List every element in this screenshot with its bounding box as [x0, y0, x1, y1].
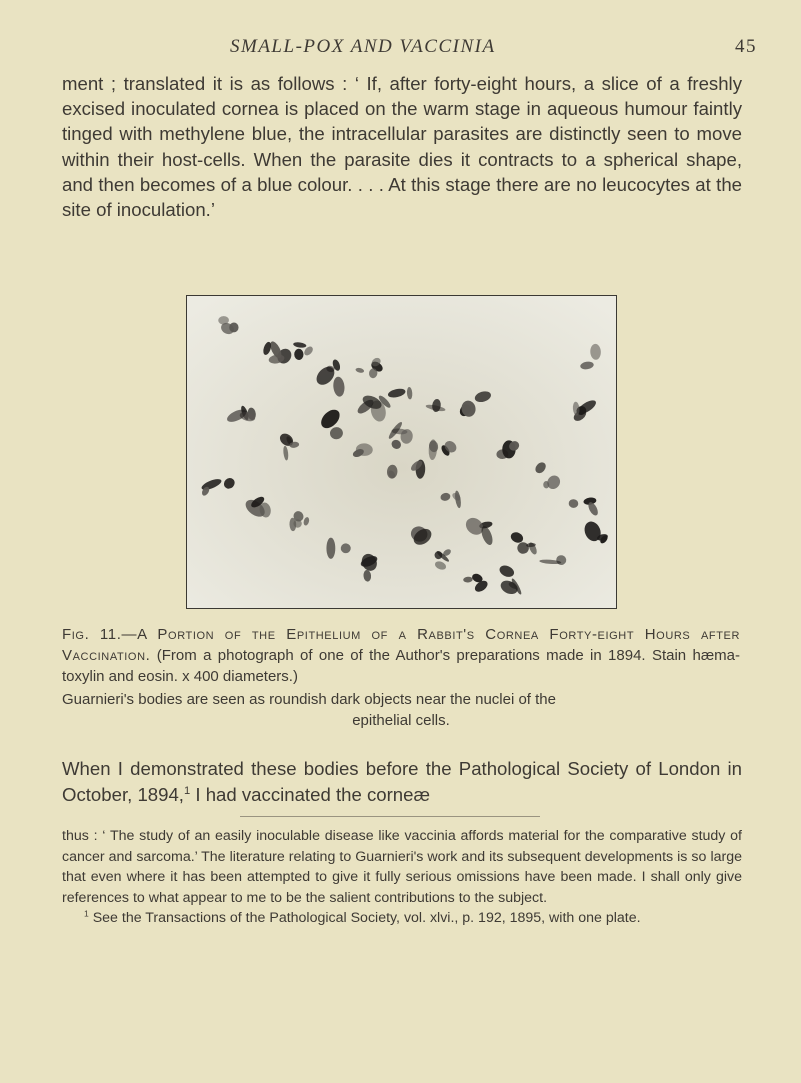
caption-note-line-1: Guarnieri's bodies are seen as roundish dark objects near the nuclei of the [62, 691, 556, 708]
continuation-block [62, 826, 742, 929]
footnote-text: See the Transactions of the Pathological Society, vol. xlvi., p. 192, 1895, with one plate. [92, 910, 641, 927]
micrograph-figure [186, 295, 617, 609]
caption-text: (From a photograph of one of the Author's preparations made in 1894. Stain hæma-toxylin and eosin. x 400 diameters.) [62, 647, 740, 685]
micrograph-image [187, 296, 616, 608]
body-paragraph [62, 756, 742, 808]
intro-paragraph [62, 71, 742, 222]
figure-caption [62, 624, 740, 731]
footnote [62, 908, 742, 929]
continuation-text: thus : ‘ The study of an easily inoculable disease like vaccinia affords material for the comparative study of cancer and sarcoma.’ The literature relating to Guarnieri's work and its subsequent developments is so large that even where it has been attempted to give it fully serious omissions have been made. I shall only give references to what appear to me to be the salient contributions to the subject. [62, 828, 742, 906]
footnote-marker: 1 [84, 908, 89, 919]
body-text-after: I had vaccinated the corneæ [190, 784, 431, 805]
caption-note [62, 689, 740, 731]
footnote-reference: 1 [183, 784, 191, 797]
caption-label: Fig. 11.—A Portion of the Epithelium of a Rabbit's Cornea Forty-eight Hours after Vaccination. [62, 626, 740, 664]
page-number: 45 [735, 36, 757, 57]
running-header [0, 36, 801, 60]
running-title: SMALL-POX AND VACCINIA [230, 36, 496, 57]
stained-cell [326, 538, 335, 559]
body-text: When I demonstrated these bodies before the Pathological Society of London in October, 1894, [62, 758, 742, 805]
intro-text: ment ; translated it is as follows : ‘ If, after forty-eight hours, a slice of a freshly excised inoculated cornea is placed on the warm stage in aqueous humour faintly tinged with methylene blue, the intracellular parasites are distinctly seen to move within their host-cells. When the parasite dies it contracts to a spherical shape, and then becomes of a blue colour. . . . At this stage there are no leucocytes at the site of inoculation.’ [62, 73, 742, 221]
divider-rule [240, 816, 540, 817]
caption-note-line-2: epithelial cells. [352, 712, 450, 729]
